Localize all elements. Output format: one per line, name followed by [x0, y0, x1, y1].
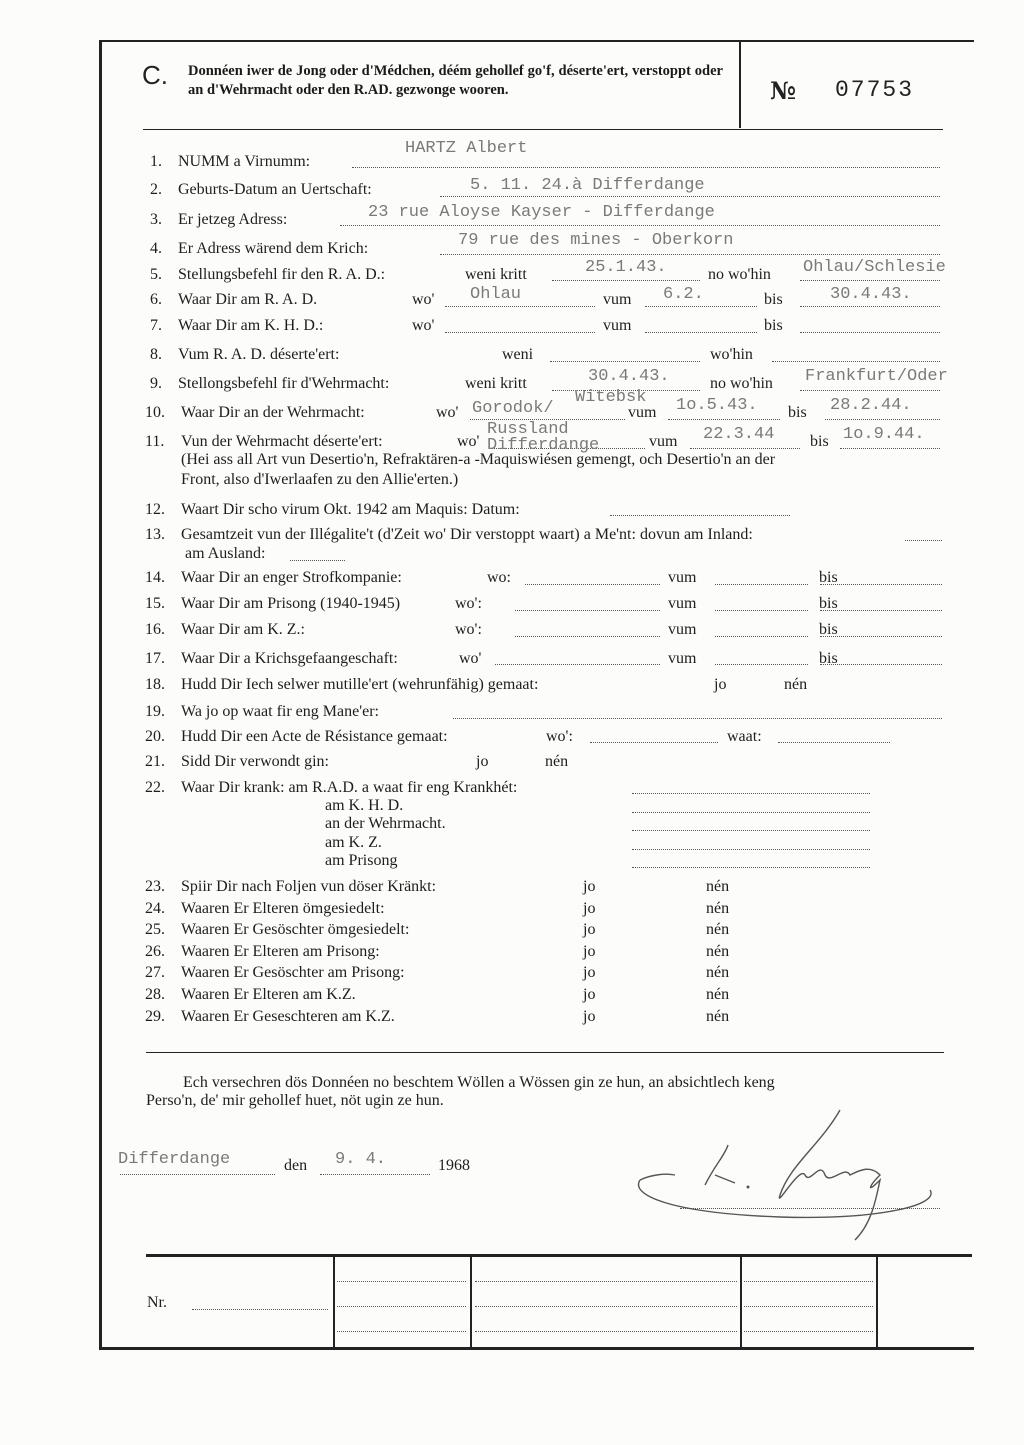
- fill-in-line: [800, 332, 940, 333]
- fill-in-line: [337, 1306, 466, 1307]
- q-26-label: Waaren Er Elteren am Prisong:: [181, 943, 380, 960]
- q-14-label: Waar Dir an enger Strofkompanie:: [181, 569, 402, 586]
- q-9-weni-value-typed: 30.4.43.: [588, 367, 670, 386]
- fill-in-line: [632, 867, 870, 868]
- q-29-label: Waaren Er Geseschteren am K.Z.: [181, 1008, 395, 1025]
- fill-in-line: [475, 1281, 737, 1282]
- fill-in-line: [550, 361, 700, 362]
- frame-bottom-border: [99, 1347, 974, 1350]
- q-6-label: Waar Dir am R. A. D.: [178, 291, 318, 308]
- q-28-jo: jo: [583, 986, 596, 1003]
- q-7-bis: bis: [764, 317, 783, 334]
- fill-in-line: [290, 560, 345, 561]
- form-number: 07753: [835, 77, 915, 103]
- q-21-jo: jo: [476, 753, 489, 770]
- q-17-num: 17.: [145, 650, 165, 667]
- q-10-num: 10.: [145, 404, 165, 421]
- q-19-num: 19.: [145, 703, 165, 720]
- q-27-jo: jo: [583, 964, 596, 981]
- fill-in-line: [590, 742, 718, 743]
- fill-in-line: [820, 610, 942, 611]
- fill-in-line: [668, 419, 780, 420]
- fill-in-line: [440, 254, 940, 255]
- signoff-year: 1968: [438, 1157, 470, 1174]
- q-7-wo: wo': [412, 317, 435, 334]
- fill-in-line: [825, 419, 940, 420]
- footer-col-2: [470, 1256, 472, 1348]
- q-23-num: 23.: [145, 878, 165, 895]
- fill-in-line: [515, 610, 660, 611]
- q-29-nen: nén: [706, 1008, 730, 1025]
- q-20-num: 20.: [145, 728, 165, 745]
- declaration-line1: Ech versechren dös Donnéen no beschtem Wöllen a Wössen gin ze hun, an absichtlech keng: [183, 1074, 775, 1091]
- q-13-label2: am Ausland:: [185, 545, 266, 562]
- q-14-num: 14.: [145, 569, 165, 586]
- q-24-num: 24.: [145, 900, 165, 917]
- q-5-label: Stellungsbefehl fir den R. A. D.:: [178, 266, 386, 283]
- q-26-jo: jo: [583, 943, 596, 960]
- q-7-label: Waar Dir am K. H. D.:: [178, 317, 324, 334]
- frame-top-border: [99, 40, 974, 42]
- q-14-bis: bis: [819, 569, 838, 586]
- q-16-num: 16.: [145, 621, 165, 638]
- q-27-num: 27.: [145, 964, 165, 981]
- fill-in-line: [715, 664, 808, 665]
- fill-in-line: [715, 584, 808, 585]
- q-27-label: Waaren Er Gesöschter am Prisong:: [181, 964, 405, 981]
- section-letter: C.: [142, 60, 168, 90]
- q-23-label: Spiir Dir nach Foljen vun döser Kränkt:: [181, 878, 437, 895]
- q-26-nen: nén: [706, 943, 730, 960]
- number-symbol: №: [770, 76, 797, 105]
- q-3-value-typed: 23 rue Aloyse Kayser - Differdange: [368, 203, 715, 222]
- q-3-num: 3.: [150, 211, 162, 228]
- q-2-value-typed: 5. 11. 24.à Differdange: [470, 176, 705, 195]
- q-8-label: Vum R. A. D. déserte'ert:: [178, 346, 340, 363]
- fill-in-line: [340, 225, 940, 226]
- q-21-label: Sidd Dir verwondt gin:: [181, 753, 329, 770]
- q-20-waat: waat:: [727, 728, 762, 745]
- q-23-nen: nén: [706, 878, 730, 895]
- fill-in-line: [445, 306, 595, 307]
- fill-in-line: [820, 636, 942, 637]
- fill-in-line: [744, 1281, 873, 1282]
- q-10-wo-value-typed: Gorodok/: [472, 399, 554, 418]
- q-11-bis: bis: [810, 433, 829, 450]
- q-20-wo: wo':: [546, 728, 573, 745]
- fill-in-line: [192, 1309, 328, 1310]
- q-11-bis-value-typed: 1o.9.44.: [843, 425, 925, 444]
- declaration-line2: Perso'n, de' mir gehollef huet, nöt ugin ze hun.: [146, 1092, 444, 1109]
- q-13-num: 13.: [145, 526, 165, 543]
- fill-in-line: [320, 1174, 430, 1175]
- q-27-nen: nén: [706, 964, 730, 981]
- q-4-num: 4.: [150, 240, 162, 257]
- q-20-label: Hudd Dir een Acte de Résistance gemaat:: [181, 728, 448, 745]
- fill-in-line: [475, 1331, 737, 1332]
- q-11-num: 11.: [145, 433, 165, 450]
- q-11-vum-value-typed: 22.3.44: [703, 425, 775, 444]
- q-11-label: Vun der Wehrmacht déserte'ert:: [181, 433, 383, 450]
- q-6-bis: bis: [764, 291, 783, 308]
- q-29-num: 29.: [145, 1008, 165, 1025]
- fill-in-line: [632, 812, 870, 813]
- q-28-label: Waaren Er Elteren am K.Z.: [181, 986, 356, 1003]
- fill-in-line: [800, 280, 940, 281]
- q-8-weni: weni: [502, 346, 534, 363]
- q-12-label: Waart Dir scho virum Okt. 1942 am Maquis: Datum:: [181, 501, 520, 518]
- fill-in-line: [800, 390, 940, 391]
- q-10-bis: bis: [788, 404, 807, 421]
- fill-in-line: [680, 1208, 940, 1209]
- q-15-bis: bis: [819, 595, 838, 612]
- q-6-num: 6.: [150, 291, 162, 308]
- fill-in-line: [645, 306, 757, 307]
- fill-in-line: [352, 167, 940, 168]
- q-1-num: 1.: [150, 153, 162, 170]
- q-17-label: Waar Dir a Krichsgefaangeschaft:: [181, 650, 398, 667]
- form-title: Donnéen iwer de Jong oder d'Médchen, déém gehollef go'f, déserte'ert, verstoppt oder an d'Wehrmacht oder den R.AD. gezwonge wooren.: [188, 63, 723, 98]
- q-14-wo: wo:: [487, 569, 511, 586]
- q-5-num: 5.: [150, 266, 162, 283]
- q-10-wo: wo': [436, 404, 459, 421]
- q-15-vum: vum: [668, 595, 697, 612]
- fill-in-line: [632, 849, 870, 850]
- q-6-vum-value-typed: 6.2.: [663, 285, 704, 304]
- q-15-num: 15.: [145, 595, 165, 612]
- q-17-bis: bis: [819, 650, 838, 667]
- q-25-label: Waaren Er Gesöschter ömgesiedelt:: [181, 921, 410, 938]
- q-11-wo: wo': [457, 433, 480, 450]
- q-26-num: 26.: [145, 943, 165, 960]
- q-6-bis-value-typed: 30.4.43.: [830, 285, 912, 304]
- q-23-jo: jo: [583, 878, 596, 895]
- q-10-vum: vum: [628, 404, 657, 421]
- q-18-jo: jo: [714, 676, 727, 693]
- q-9-num: 9.: [150, 375, 162, 392]
- q-11-note2: Front, also d'Iwerlaafen zu den Allie'erten.): [181, 471, 459, 488]
- q-5-weni: weni kritt: [465, 266, 527, 283]
- fill-in-line: [905, 540, 942, 541]
- q-4-value-typed: 79 rue des mines - Oberkorn: [458, 231, 734, 250]
- q-5-wohin: no wo'hin: [708, 266, 771, 283]
- q-4-label: Er Adress wärend dem Krich:: [178, 240, 369, 257]
- q-3-label: Er jetzeg Adress:: [178, 211, 288, 228]
- header-divider: [739, 40, 741, 128]
- signoff-den: den: [284, 1157, 308, 1174]
- q-22-sub1: am K. H. D.: [325, 797, 404, 814]
- fill-in-line: [552, 280, 700, 281]
- q-8-wohin: wo'hin: [710, 346, 753, 363]
- fill-in-line: [632, 793, 870, 794]
- q-19-label: Wa jo op waat fir eng Mane'er:: [181, 703, 379, 720]
- frame-left-border: [99, 40, 102, 1350]
- q-16-bis: bis: [819, 621, 838, 638]
- q-14-vum: vum: [668, 569, 697, 586]
- q-1-label: NUMM a Virnumm:: [178, 153, 311, 170]
- q-17-vum: vum: [668, 650, 697, 667]
- q-25-num: 25.: [145, 921, 165, 938]
- q-2-num: 2.: [150, 181, 162, 198]
- q-6-wo-value-typed: Ohlau: [470, 285, 522, 304]
- fill-in-line: [475, 1306, 737, 1307]
- q-12-num: 12.: [145, 501, 165, 518]
- footer-col-4: [876, 1256, 878, 1348]
- fill-in-line: [645, 332, 757, 333]
- q-28-nen: nén: [706, 986, 730, 1003]
- q-6-vum: vum: [603, 291, 632, 308]
- fill-in-line: [120, 1174, 275, 1175]
- fill-in-line: [820, 584, 942, 585]
- q-7-num: 7.: [150, 317, 162, 334]
- signoff-date-typed: 9. 4.: [335, 1150, 387, 1169]
- section-rule: [146, 1052, 944, 1053]
- q-24-label: Waaren Er Elteren ömgesiedelt:: [181, 900, 385, 917]
- q-9-label: Stellongsbefehl fir d'Wehrmacht:: [178, 375, 390, 392]
- footer-nr-label: Nr.: [147, 1294, 167, 1311]
- q-25-nen: nén: [706, 921, 730, 938]
- q-2-label: Geburts-Datum an Uertschaft:: [178, 181, 372, 198]
- fill-in-line: [337, 1331, 466, 1332]
- q-10-wo-value2-typed: Witebsk: [575, 388, 647, 407]
- q-8-num: 8.: [150, 346, 162, 363]
- q-22-sub2: an der Wehrmacht.: [325, 815, 446, 832]
- q-18-nen: nén: [784, 676, 808, 693]
- fill-in-line: [515, 636, 660, 637]
- q-22-num: 22.: [145, 779, 165, 796]
- fill-in-line: [632, 830, 870, 831]
- q-16-wo: wo':: [455, 621, 482, 638]
- header-rule: [143, 129, 943, 130]
- q-24-jo: jo: [583, 900, 596, 917]
- fill-in-line: [525, 584, 660, 585]
- q-15-wo: wo':: [455, 595, 482, 612]
- q-22-sub4: am Prisong: [325, 852, 398, 869]
- q-1-value-typed: HARTZ Albert: [405, 139, 528, 158]
- fill-in-line: [453, 718, 942, 719]
- q-25-jo: jo: [583, 921, 596, 938]
- q-6-wo: wo': [412, 291, 435, 308]
- q-10-vum-value-typed: 1o.5.43.: [676, 396, 758, 415]
- q-10-label: Waar Dir an der Wehrmacht:: [181, 404, 365, 421]
- fill-in-line: [820, 664, 942, 665]
- fill-in-line: [610, 515, 790, 516]
- q-16-vum: vum: [668, 621, 697, 638]
- q-7-vum: vum: [603, 317, 632, 334]
- q-11-vum: vum: [649, 433, 678, 450]
- fill-in-line: [440, 196, 940, 197]
- footer-col-1: [333, 1256, 335, 1348]
- q-11-note1: (Hei ass all Art vun Desertio'n, Refraktären-a -Maquiswiésen gemengt, och Desertio'n an der: [181, 451, 776, 468]
- q-15-label: Waar Dir am Prisong (1940-1945): [181, 595, 401, 612]
- fill-in-line: [744, 1306, 873, 1307]
- q-21-num: 21.: [145, 753, 165, 770]
- fill-in-line: [690, 448, 800, 449]
- fill-in-line: [778, 742, 890, 743]
- fill-in-line: [445, 332, 595, 333]
- fill-in-line: [772, 361, 940, 362]
- footer-table-top: [146, 1254, 972, 1257]
- q-22-label: Waar Dir krank: am R.A.D. a waat fir eng Krankhét:: [181, 779, 518, 796]
- q-9-wohin-value-typed: Frankfurt/Oder: [805, 367, 948, 386]
- q-5-weni-value-typed: 25.1.43.: [585, 258, 667, 277]
- signature: [630, 1105, 950, 1245]
- q-10-bis-value-typed: 28.2.44.: [830, 396, 912, 415]
- q-17-wo: wo': [459, 650, 482, 667]
- fill-in-line: [337, 1281, 466, 1282]
- q-16-label: Waar Dir am K. Z.:: [181, 621, 305, 638]
- q-21-nen: nén: [545, 753, 569, 770]
- q-22-sub3: am K. Z.: [325, 834, 382, 851]
- fill-in-line: [495, 664, 660, 665]
- fill-in-line: [744, 1331, 873, 1332]
- q-9-weni: weni kritt: [465, 375, 527, 392]
- fill-in-line: [715, 636, 808, 637]
- fill-in-line: [800, 306, 940, 307]
- q-11-wo-value-typed: Russland: [487, 420, 569, 439]
- footer-col-3: [740, 1256, 742, 1348]
- q-5-wohin-value-typed: Ohlau/Schlesie: [803, 258, 946, 277]
- q-24-nen: nén: [706, 900, 730, 917]
- q-29-jo: jo: [583, 1008, 596, 1025]
- fill-in-line: [715, 610, 808, 611]
- q-18-num: 18.: [145, 676, 165, 693]
- q-18-label: Hudd Dir Iech selwer mutille'ert (wehrunfähig) gemaat:: [181, 676, 539, 693]
- q-28-num: 28.: [145, 986, 165, 1003]
- signoff-place-typed: Differdange: [118, 1150, 231, 1169]
- q-9-wohin: no wo'hin: [710, 375, 773, 392]
- q-13-label: Gesamtzeit vun der Illégalite't (d'Zeit wo' Dir verstoppt waart) a Me'nt: dovun am Inland:: [181, 526, 753, 543]
- q-11-wo-value2-typed: Differdange: [487, 436, 600, 455]
- fill-in-line: [840, 448, 940, 449]
